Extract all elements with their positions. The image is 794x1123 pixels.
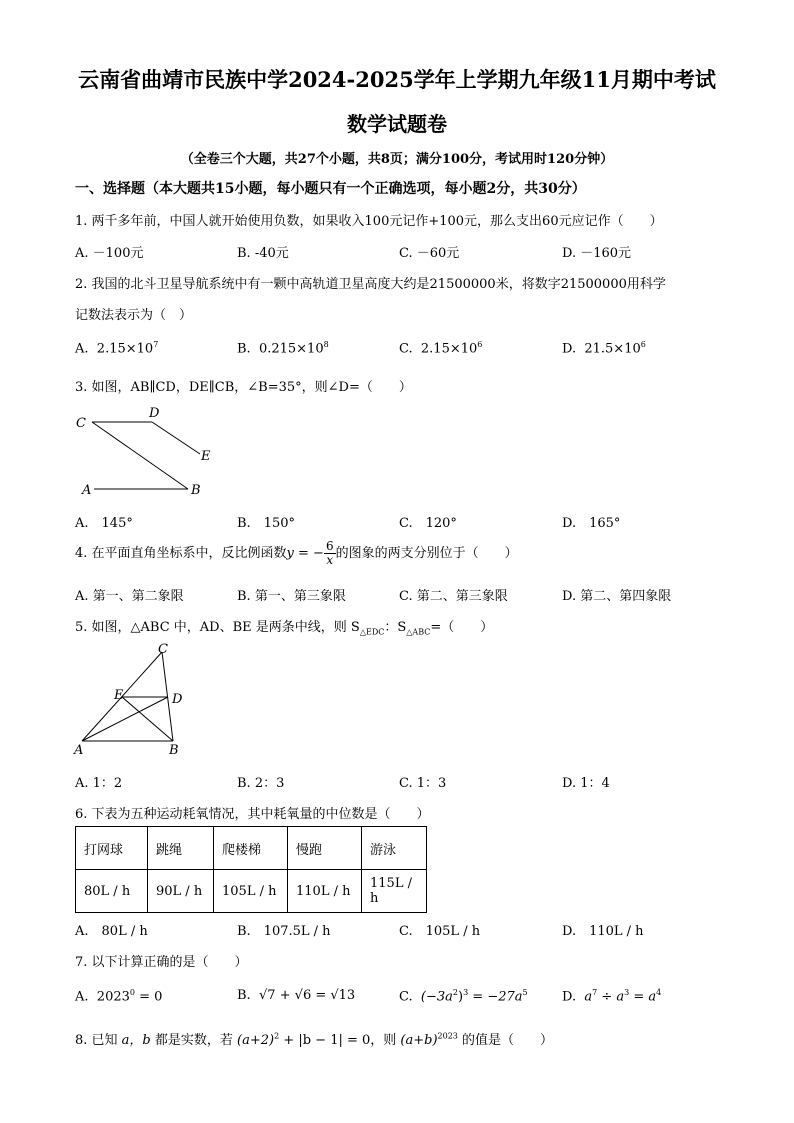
- q5-option-a: A. 1：2: [75, 776, 123, 791]
- table-header-cell: 慢跑: [288, 827, 362, 870]
- question-2-line2: 记数法表示为（ ）: [75, 308, 193, 323]
- table-row: [76, 870, 427, 913]
- question-7: 7. 以下计算正确的是（ ）: [75, 955, 248, 970]
- question-6: 6. 下表为五种运动耗氧情况，其中耗氧量的中位数是（ ）: [75, 807, 430, 822]
- table-header-row: [76, 827, 427, 870]
- fraction-6-over-x: $\frac{6}{x}$: [325, 539, 334, 567]
- question-5: 5. 如图，△ABC 中，AD、BE 是两条中线，则 $S_{\triangle EDC}$：$S_{\triangle ABC}=$（ ）: [75, 620, 494, 637]
- table-header-cell: 打网球: [76, 827, 148, 870]
- label-c: C: [76, 416, 86, 431]
- q2-option-a: A. $2.15\times 10^7$: [75, 340, 159, 357]
- q6-option-d: D. 110L / h: [562, 924, 644, 939]
- table-cell: 115L / h: [362, 870, 427, 913]
- exam-title: 云南省曲靖市民族中学2024-2025学年上学期九年级11月期中考试: [78, 67, 716, 92]
- q7-option-a: A. $2023^0 = 0$: [75, 988, 163, 1005]
- segment-ad: [82, 697, 168, 741]
- exam-note: （全卷三个大题，共27个小题，共8页；满分100分，考试用时120分钟）: [180, 152, 614, 167]
- section-heading: 一、选择题（本大题共15小题，每小题只有一个正确选项，每小题2分，共30分）: [75, 181, 586, 197]
- label-b: B: [169, 743, 179, 758]
- question-2-line1: 2. 我国的北斗卫星导航系统中有一颗中高轨道卫星高度大约是21500000米，将数字21500000用科学: [75, 277, 666, 292]
- q4-option-d: D. 第二、第四象限: [562, 589, 672, 604]
- table-cell: 90L / h: [148, 870, 214, 913]
- q7-option-b: B. √7 + √6 = √13: [237, 988, 356, 1003]
- segment-cb: [92, 422, 188, 489]
- q4-option-a: A. 第一、第二象限: [75, 589, 184, 604]
- table-header-cell: 跳绳: [148, 827, 214, 870]
- q2-option-c: C. $2.15\times 10^6$: [399, 340, 483, 357]
- label-d: D: [172, 692, 183, 707]
- label-d: D: [149, 406, 160, 421]
- q6-option-c: C. 105L / h: [399, 924, 481, 939]
- q6-option-a: A. 80L / h: [75, 924, 148, 939]
- question-1: 1. 两千多年前，中国人就开始使用负数，如果收入100元记作+100元，那么支出60元应记作（ ）: [75, 214, 663, 229]
- table-cell: 105L / h: [214, 870, 288, 913]
- question-4: 4. 在平面直角坐标系中，反比例函数y = − $\frac{6}{x}$ 的图象的两支分别位于（ ）: [75, 539, 518, 567]
- label-a: A: [74, 743, 84, 758]
- q7-option-d: D. $a^7 \div a^3 = a^4$: [562, 988, 662, 1005]
- segment-be: [122, 697, 173, 741]
- label-b: B: [191, 483, 201, 498]
- table-cell: 110L / h: [288, 870, 362, 913]
- table-header-cell: 游泳: [362, 827, 427, 870]
- q5-option-d: D. 1：4: [562, 776, 610, 791]
- segment-de: [152, 422, 200, 454]
- label-c: C: [158, 642, 168, 657]
- q2-option-b: B. $0.215\times 10^8$: [237, 340, 329, 357]
- table-cell: 80L / h: [76, 870, 148, 913]
- q2-option-d: D. $21.5\times 10^6$: [562, 340, 646, 357]
- exam-subtitle: 数学试题卷: [347, 112, 447, 136]
- question-3: 3. 如图，AB∥CD，DE∥CB，∠B=35°，则∠D=（ ）: [75, 380, 412, 395]
- exercise-table: [75, 826, 427, 913]
- q1-option-c: C. －60元: [399, 246, 460, 261]
- q3-option-c: C. 120°: [399, 516, 457, 531]
- q5-option-c: C. 1：3: [399, 776, 447, 791]
- q3-figure: [70, 402, 230, 502]
- label-e: E: [114, 688, 124, 703]
- label-e: E: [201, 449, 211, 464]
- q3-option-d: D. 165°: [562, 516, 621, 531]
- q5-figure: [70, 640, 200, 760]
- q7-option-c: C. $(-3a^2)^3 = -27a^5$: [399, 988, 528, 1005]
- q6-option-b: B. 107.5L / h: [237, 924, 331, 939]
- q5-option-b: B. 2：3: [237, 776, 285, 791]
- q1-option-b: B. -40元: [237, 246, 289, 261]
- table-header-cell: 爬楼梯: [214, 827, 288, 870]
- q3-option-b: B. 150°: [237, 516, 295, 531]
- q3-option-a: A. 145°: [75, 516, 133, 531]
- q1-option-d: D. －160元: [562, 246, 632, 261]
- question-8: 8. 已知 a，b 都是实数，若 $(a+2)^2 + |b - 1| = 0$，则 $(a+b)^{2023}$ 的值是（ ）: [75, 1031, 554, 1048]
- q4-option-b: B. 第一、第三象限: [237, 589, 346, 604]
- label-a: A: [82, 483, 92, 498]
- q1-option-a: A. －100元: [75, 246, 144, 261]
- q4-option-c: C. 第二、第三象限: [399, 589, 508, 604]
